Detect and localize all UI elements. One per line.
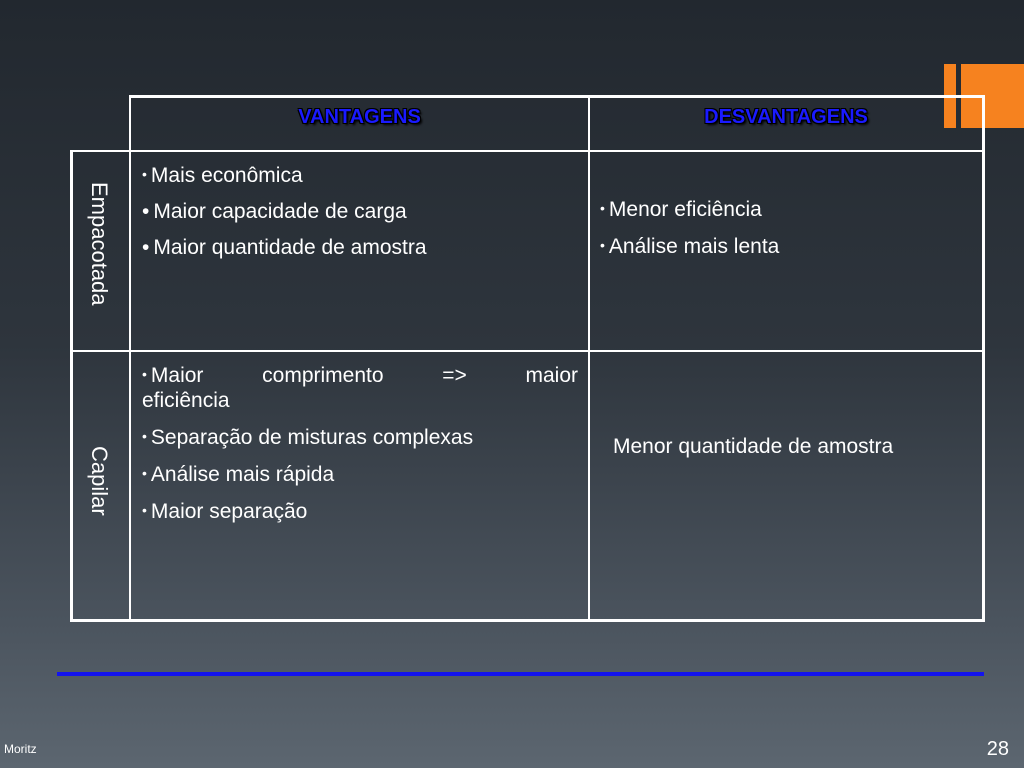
footer-rule: [57, 672, 984, 676]
list-item: • Maior quantidade de amostra: [142, 236, 427, 259]
list-item: • Maior separação: [142, 500, 308, 523]
list-item: [142, 362, 578, 413]
list-item: • Separação de misturas complexas: [142, 426, 474, 449]
table-divider-middle: [588, 95, 590, 622]
empacotada-advantages-list: [142, 162, 582, 271]
list-item: • Maior capacidade de carga: [142, 200, 407, 223]
header-disadvantages: DESVANTAGENS: [704, 106, 868, 128]
row-label-capilar: Capilar: [87, 446, 112, 516]
table-border-top: [129, 95, 985, 98]
table-border-bottom: [70, 619, 985, 622]
footer-author: Moritz: [4, 742, 37, 756]
justified-line: • Maior comprimento => maior: [142, 364, 579, 387]
capilar-disadvantage-text: Menor quantidade de amostra: [613, 435, 894, 458]
row-label-empacotada: Empacotada: [87, 182, 112, 306]
table-divider-header: [70, 150, 985, 152]
list-item: • Análise mais lenta: [600, 235, 780, 258]
wrapped-line: eficiência: [142, 389, 230, 412]
list-item: • Análise mais rápida: [142, 463, 335, 486]
list-item: • Menor eficiência: [600, 198, 762, 221]
capilar-advantages-list: [142, 362, 578, 535]
table-border-right: [982, 95, 985, 622]
table-divider-label-col: [129, 95, 131, 622]
slide-number: 28: [986, 738, 1009, 760]
table-divider-row: [70, 350, 985, 352]
list-item: • Mais econômica: [142, 164, 303, 187]
table-border-left: [70, 150, 73, 622]
empacotada-disadvantages-list: [600, 196, 975, 270]
header-advantages: VANTAGENS: [298, 106, 421, 128]
